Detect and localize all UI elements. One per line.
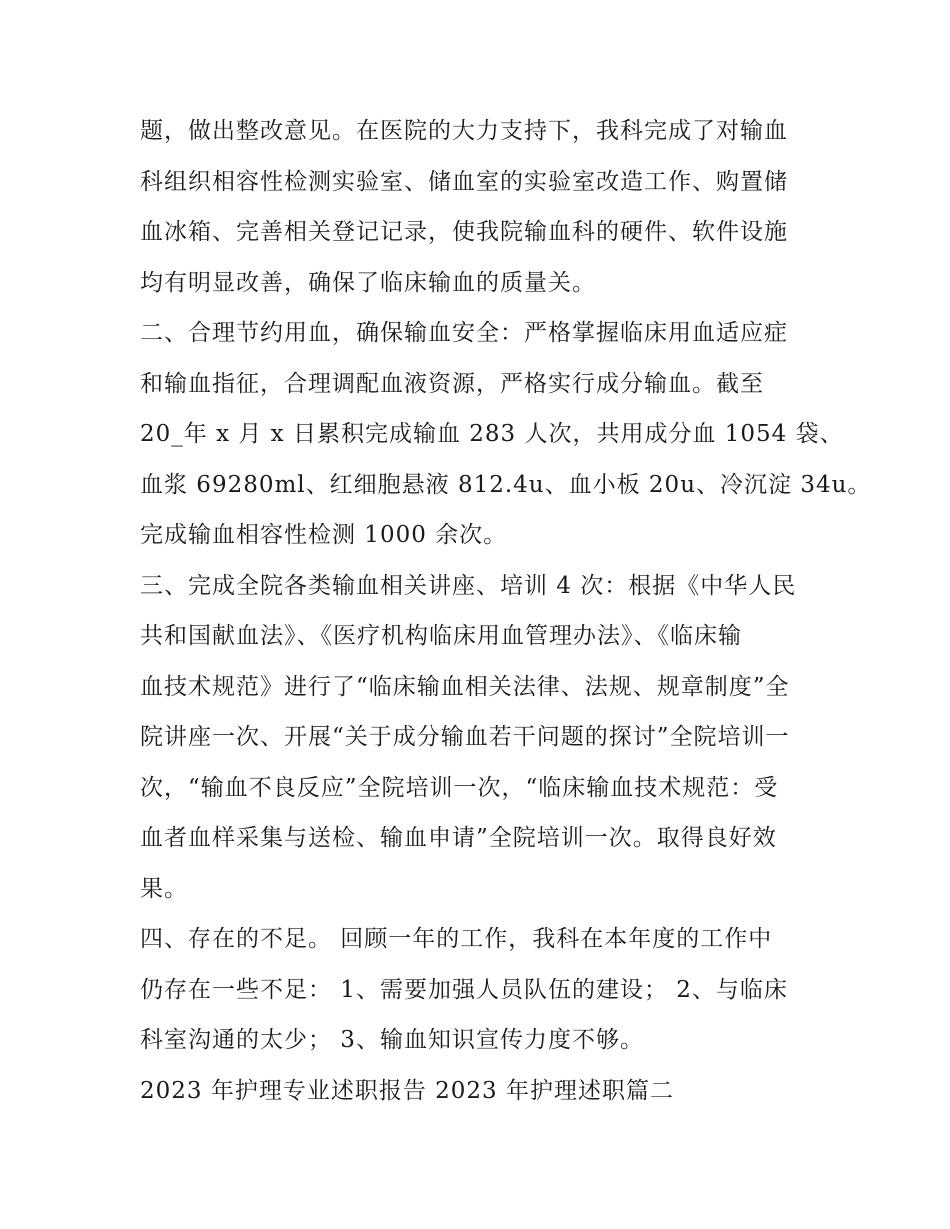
paragraph-line: 科室沟通的太少； 3、输血知识宣传力度不够。 xyxy=(140,1027,644,1053)
next-article-title: 2023 年护理专业述职报告 2023 年护理述职篇二 xyxy=(140,1077,674,1104)
paragraph-line: 科组织相容性检测实验室、储血室的实验室改造工作、购置储 xyxy=(140,168,788,195)
section-heading-line: 三、完成全院各类输血相关讲座、培训 4 次：根据《中华人民 xyxy=(140,572,797,599)
paragraph-line: 题，做出整改意见。在医院的大力支持下，我科完成了对输血 xyxy=(140,118,788,144)
paragraph-line: 院讲座一次、开展“关于成分输血若干问题的探讨”全院培训一 xyxy=(140,724,790,750)
paragraph-line: 血冰箱、完善相关登记记录，使我院输血科的硬件、软件设施 xyxy=(140,219,788,245)
paragraph-line: 血技术规范》进行了“临床输血相关法律、法规、规章制度”全 xyxy=(140,673,790,700)
paragraph-line: 仍存在一些不足： 1、需要加强人员队伍的建设； 2、与临床 xyxy=(140,976,788,1003)
paragraph-line: 和输血指征，合理调配血液资源，严格实行成分输血。截至 xyxy=(140,370,764,397)
paragraph-line: 果。 xyxy=(140,875,188,902)
paragraph-line: 次，“输血不良反应”全院培训一次，“临床输血技术规范：受 xyxy=(140,774,779,801)
paragraph-line: 完成输血相容性检测 1000 余次。 xyxy=(140,522,508,548)
paragraph-line: 共和国献血法》、《医疗机构临床用血管理办法》、《临床输 xyxy=(140,623,742,649)
paragraph-line: 血浆 69280ml、红细胞悬液 812.4u、血小板 20u、冷沉淀 34u。 xyxy=(140,471,872,498)
section-heading-line: 四、存在的不足。 回顾一年的工作，我科在本年度的工作中 xyxy=(140,926,773,952)
paragraph-line: 均有明显改善，确保了临床输血的质量关。 xyxy=(140,269,596,296)
paragraph-line: 20_年 x 月 x 日累积完成输血 283 人次，共用成分血 1054 袋、 xyxy=(140,421,844,447)
document-body xyxy=(140,106,872,1116)
paragraph-line: 血者血样采集与送检、输血申请”全院培训一次。取得良好效 xyxy=(140,825,777,851)
section-heading-line: 二、合理节约用血，确保输血安全：严格掌握临床用血适应症 xyxy=(140,320,788,346)
